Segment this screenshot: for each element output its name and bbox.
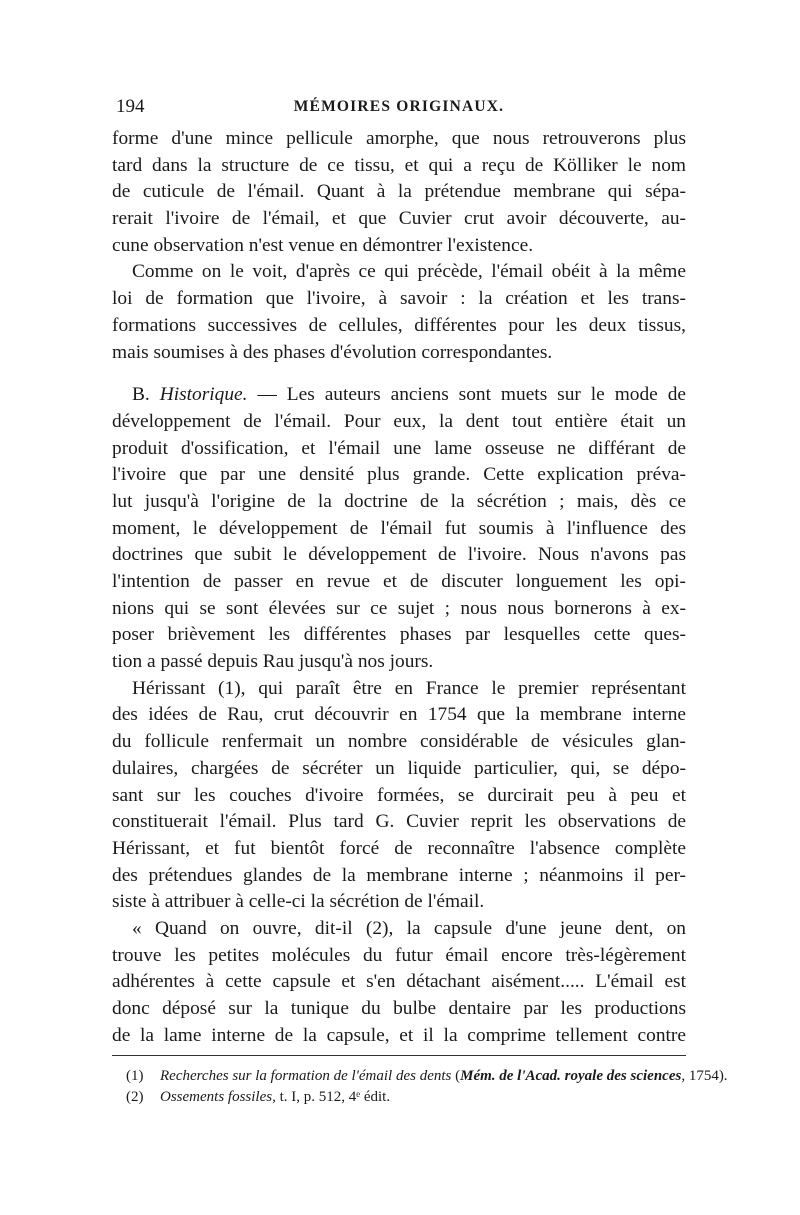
text-line: loi de formation que l'ivoire, à savoir : la création et les trans- [112,288,686,310]
text-line: moment, le développement de l'émail fut soumis à l'influence des [112,517,686,539]
text-line: tard dans la structure de ce tissu, et qui a reçu de Kölliker le nom [112,154,686,176]
text-line: forme d'une mince pellicule amorphe, que nous retrouverons plus [112,128,686,149]
text-line: trouve les petites molécules du futur émail encore très-légèrement [112,944,686,966]
footnotes [112,1066,728,1108]
text-line: développement de l'émail. Pour eux, la dent tout entière était un [112,410,686,432]
text-line: du follicule renfermait un nombre considérable de vésicules glan- [112,731,686,753]
footnote-title: Ossements fossiles [160,1089,273,1106]
section-gap [112,366,686,382]
text-line: produit d'ossification, et l'émail une lame osseuse ne différant de [112,437,686,459]
text-line: dulaires, chargées de sécréter un liquide particulier, qui, se dépo- [112,757,686,779]
text-line: siste à attribuer à celle-ci la sécrétion de l'émail. [112,891,485,913]
section-heading-line [112,382,686,409]
section-intro: — Les auteurs anciens sont muets sur le mode de [247,384,687,406]
footnote-divider [112,1055,686,1056]
paragraph-1 [112,126,686,259]
paragraph-4 [112,676,686,916]
text-line: sant sur les couches d'ivoire formées, se durcirait peu à peu et [112,784,686,806]
text-line: « Quand on ouvre, dit-il (2), la capsule d'une jeune dent, on [132,917,686,939]
footnote-title: Recherches sur la formation de l'émail des dents [160,1068,452,1085]
paragraph-5 [112,916,686,1049]
text-line: tion a passé depuis Rau jusqu'à nos jours. [112,651,434,673]
footnote [112,1087,686,1108]
page-number: 194 [116,96,145,117]
footnote-reference: Mém. de l'Acad. royale des sciences [460,1068,682,1085]
footnote-number: (1) [126,1068,144,1085]
text-line: lut jusqu'à l'origine de la doctrine de la sécrétion ; mais, dès ce [112,490,686,512]
text-line: nions qui se sont élevées sur ce sujet ; nous nous bornerons à ex- [112,597,686,619]
text-line: formations successives de cellules, différentes pour les deux tissus, [112,314,686,336]
footnote-rest: , t. I, p. 512, 4ᵉ édit. [272,1089,391,1106]
text-line: de cuticule de l'émail. Quant à la prétendue membrane qui sépa- [112,181,686,203]
running-title: MÉMOIRES ORIGINAUX. [293,98,505,115]
footnote [112,1066,728,1087]
text-line: mais soumises à des phases d'évolution correspondantes. [112,341,553,363]
footnote-punct: , 1754). [681,1068,728,1085]
section-label: B. [132,384,150,406]
text-line: cune observation n'est venue en démontrer l'existence. [112,234,534,256]
text-line: Comme on le voit, d'après ce qui précède, l'émail obéit à la même [132,261,686,283]
text-line: rerait l'ivoire de l'émail, et que Cuvier crut avoir découverte, au- [112,208,686,230]
text-line: donc déposé sur la tunique du bulbe dentaire par les productions [112,998,686,1019]
text-line: des idées de Rau, crut découvrir en 1754 que la membrane interne [112,704,686,726]
paragraph-2 [112,259,686,366]
section-title: Historique. [159,384,248,406]
text-line: poser brièvement les différentes phases par lesquelles cette ques- [112,624,686,646]
footnote-number: (2) [126,1089,144,1106]
text-line: l'intention de passer en revue et de discuter longuement les opi- [112,571,686,592]
text-line: Hérissant, et fut bientôt forcé de reconnaître l'absence complète [112,837,686,859]
paragraph-historique [112,382,686,676]
text-line: des prétendues glandes de la membrane interne ; néanmoins il per- [112,864,686,886]
text-line: Hérissant (1), qui paraît être en France le premier représentant [132,677,686,699]
footnote-punct: ( [451,1068,461,1085]
text-line: de la lame interne de la capsule, et il la comprime tellement contre [112,1024,686,1046]
text-line: adhérentes à cette capsule et s'en détachant aisément..... L'émail est [112,971,686,993]
text-line: l'ivoire que par une densité plus grande. Cette explication préva- [112,464,686,486]
running-head [112,96,686,126]
text-line: constituerait l'émail. Plus tard G. Cuvier reprit les observations de [112,811,686,833]
text-line: doctrines que subit le développement de l'ivoire. Nous n'avons pas [112,544,686,566]
page [112,96,728,1108]
